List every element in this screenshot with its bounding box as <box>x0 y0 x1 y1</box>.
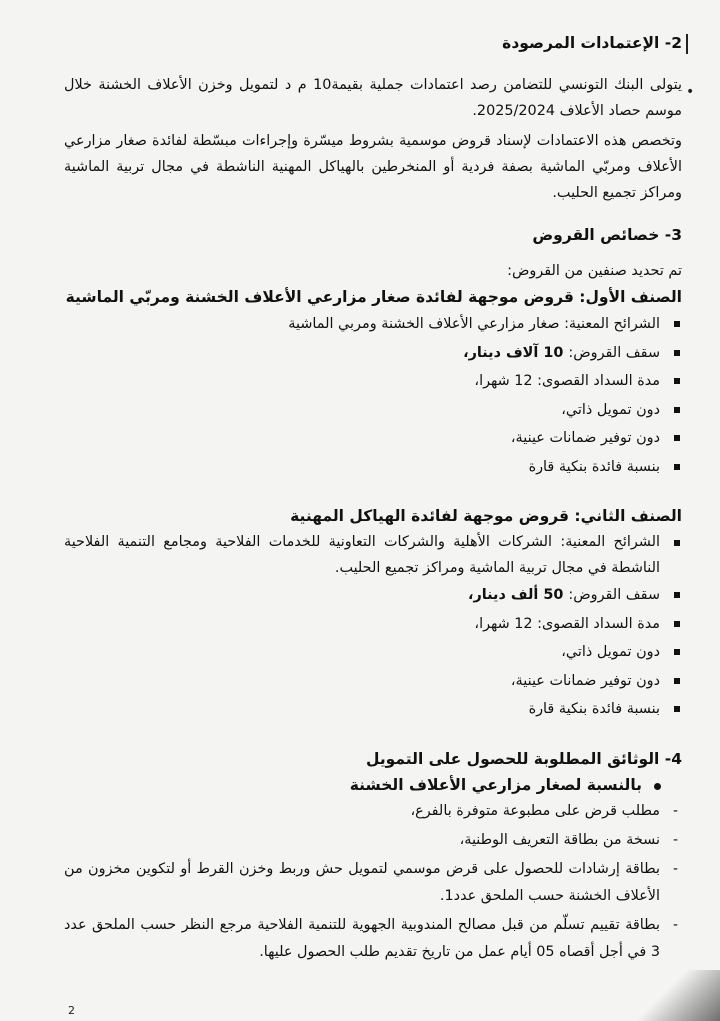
item-label: سقف القروض: <box>568 587 660 603</box>
list-item <box>64 310 682 339</box>
list-item <box>64 424 682 453</box>
category-2-list <box>64 529 682 724</box>
item-label: مدة السداد القصوى: <box>537 373 660 389</box>
scan-shadow <box>630 970 720 1021</box>
item-value: 12 شهرا، <box>474 615 538 632</box>
item-label: دون تمويل ذاتي، <box>561 644 660 660</box>
document-content <box>64 30 682 968</box>
item-value: 50 ألف دينار، <box>468 587 569 603</box>
category-2-title: الصنف الثاني: قروض موجهة لفائدة الهياكل المهنية <box>290 507 682 525</box>
section-4-title: 4- الوثائق المطلوبة للحصول على التمويل <box>366 749 682 768</box>
item-value: الشركات الأهلية والشركات التعاونية للخدمات الفلاحية ومجامع التنمية الفلاحية الناشطة في مجال تربية الماشية ومراكز تجميع الحليب. <box>64 534 660 576</box>
section-3-title: 3- خصائص القروض <box>532 226 682 244</box>
page-number: 2 <box>68 1004 75 1017</box>
list-item <box>64 695 682 724</box>
item-label: دون توفير ضمانات عينية، <box>510 672 660 689</box>
section-2-title: 2- الإعتمادات المرصودة <box>502 34 682 52</box>
list-item <box>64 367 682 396</box>
item-label: الشرائح المعنية: <box>560 534 661 550</box>
section-4-subtitle: بالنسبة لصغار مزارعي الأعلاف الخشنة <box>64 772 664 798</box>
category-1-list <box>64 310 682 481</box>
list-item <box>64 667 682 696</box>
list-item <box>64 581 682 610</box>
document-item: - نسخة من بطاقة التعريف الوطنية، <box>64 827 682 854</box>
list-item <box>64 638 682 667</box>
section-4-subtitle-list <box>64 772 682 798</box>
margin-dot: • <box>686 84 695 100</box>
document-item: - مطلب قرض على مطبوعة متوفرة بالفرع، <box>64 798 682 825</box>
item-label: الشرائح المعنية: <box>564 316 660 332</box>
section-3-intro: تم تحديد صنفين من القروض: <box>507 263 682 279</box>
documents-list <box>64 798 682 966</box>
section-2-paragraph-1: يتولى البنك التونسي للتضامن رصد اعتمادات جملية بقيمة10 م د لتمويل وخزن الأعلاف الخشنة خلال موسم حصاد الأعلاف 2025/2024. <box>64 77 682 119</box>
item-label: بنسبة فائدة بنكية قارة <box>528 701 660 717</box>
item-label: دون توفير ضمانات عينية، <box>510 430 660 446</box>
list-item <box>64 610 682 639</box>
document-item: - بطاقة تقييم تسلّم من قبل مصالح المندوبية الجهوية للتنمية الفلاحية مرجع النظر حسب الملحق عدد 3 في أجل أقصاه 05 أيام عمل من تاريخ تقديم طلب الحصول عليها. <box>64 912 682 966</box>
margin-mark <box>686 34 688 54</box>
item-label: مدة السداد القصوى: <box>537 615 660 632</box>
category-1-title: الصنف الأول: قروض موجهة لفائدة صغار مزارعي الأعلاف الخشنة ومربّي الماشية <box>65 288 682 306</box>
list-item <box>64 396 682 425</box>
section-2-paragraph-2: وتخصص هذه الاعتمادات لإسناد قروض موسمية بشروط ميسّرة وإجراءات مبسّطة لفائدة صغار مزارعي الأعلاف ومربّي الماشية بصفة فردية أو المنخرطين بالهياكل المهنية الناشطة في مجال تربية الماشية ومراكز تجميع الحليب. <box>64 133 682 201</box>
item-label: سقف القروض: <box>568 344 660 361</box>
document-item: - بطاقة إرشادات للحصول على قرض موسمي لتمويل حش وربط وخزن القرط أو لتكوين مخزون من الأعلاف الخشنة حسب الملحق عدد1. <box>64 856 682 910</box>
list-item <box>64 339 682 368</box>
item-value: 10 آلاف دينار، <box>463 344 569 361</box>
item-label: بنسبة فائدة بنكية قارة <box>528 458 660 475</box>
list-item <box>64 453 682 482</box>
list-item <box>64 529 682 581</box>
item-value: 12 شهرا، <box>474 373 538 389</box>
item-label: دون تمويل ذاتي، <box>561 401 660 418</box>
item-value: صغار مزارعي الأعلاف الخشنة ومربي الماشية <box>288 316 565 332</box>
